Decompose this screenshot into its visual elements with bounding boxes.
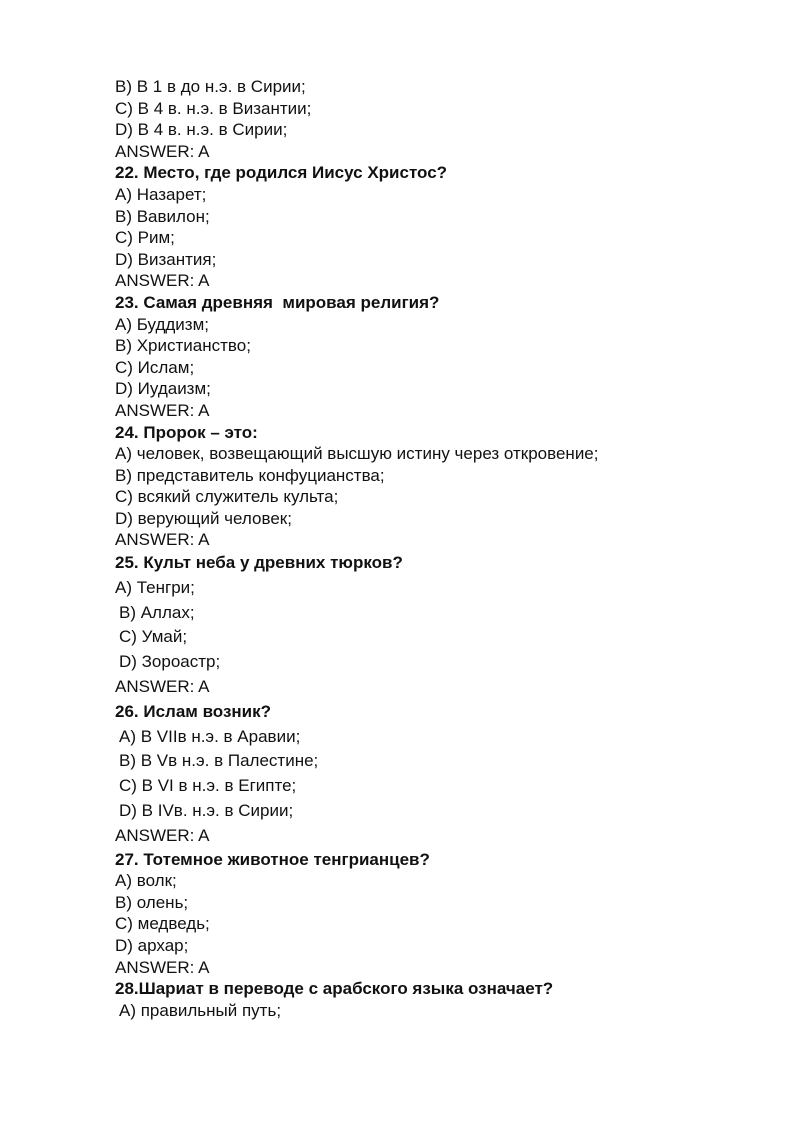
option-b: B) олень;	[115, 892, 189, 912]
option-d: D) В IVв. н.э. в Сирии;	[119, 801, 294, 821]
option-d: D) архар;	[115, 936, 189, 955]
question-27: 27. Тотемное животное тенгрианцев?	[115, 849, 430, 869]
option-c: C) Рим;	[115, 228, 175, 248]
question-26: 26. Ислам возник?	[115, 701, 272, 721]
option-b: B) представитель конфуцианства;	[115, 465, 385, 485]
option-d: D) Иудаизм;	[115, 379, 211, 399]
option-c: C) Умай;	[119, 627, 188, 647]
option-b: B) В Vв н.э. в Палестине;	[119, 751, 319, 771]
option-a: A) Тенгри;	[115, 577, 195, 597]
option-c: C) всякий служитель культа;	[115, 487, 339, 507]
question-24: 24. Пророк – это:	[115, 422, 258, 442]
option-a: A) волк;	[115, 871, 177, 891]
option-a: A) Буддизм;	[115, 314, 209, 334]
question-22: 22. Место, где родился Иисус Христос?	[115, 163, 448, 183]
option-b: B) Христианство;	[115, 336, 251, 356]
answer-line: ANSWER: A	[115, 141, 210, 161]
answer-line: ANSWER: A	[115, 825, 210, 845]
option-d: D) Византия;	[115, 249, 217, 269]
option-a: A) человек, возвещающий высшую истину через откровение;	[115, 444, 599, 464]
option-b: B) Аллах;	[119, 602, 195, 622]
option-d: D) Зороастр;	[119, 652, 221, 672]
question-28: 28.Шариат в переводе с арабского языка означает?	[115, 979, 554, 999]
option-c: C) Ислам;	[115, 357, 195, 377]
question-23: 23. Самая древняя мировая религия?	[115, 292, 440, 312]
option-c: C) В VI в н.э. в Египте;	[119, 776, 297, 796]
option-a: A) правильный путь;	[119, 1000, 282, 1020]
option-c: C) медведь;	[115, 914, 210, 934]
answer-line: ANSWER: A	[115, 271, 210, 291]
answer-line: ANSWER: A	[115, 530, 210, 550]
option-b: B) Вавилон;	[115, 206, 210, 226]
option-d: D) верующий человек;	[115, 508, 292, 528]
option-a: A) Назарет;	[115, 184, 207, 204]
option-b: B) В 1 в до н.э. в Сирии;	[115, 77, 306, 96]
answer-line: ANSWER: A	[115, 677, 210, 697]
document-content	[115, 76, 765, 1021]
option-c: C) В 4 в. н.э. в Византии;	[115, 98, 312, 118]
option-a: A) В VIIв н.э. в Аравии;	[119, 726, 301, 746]
question-25: 25. Культ неба у древних тюрков?	[115, 553, 403, 573]
answer-line: ANSWER: A	[115, 400, 210, 420]
option-d: D) В 4 в. н.э. в Сирии;	[115, 120, 288, 140]
answer-line: ANSWER: A	[115, 957, 210, 977]
